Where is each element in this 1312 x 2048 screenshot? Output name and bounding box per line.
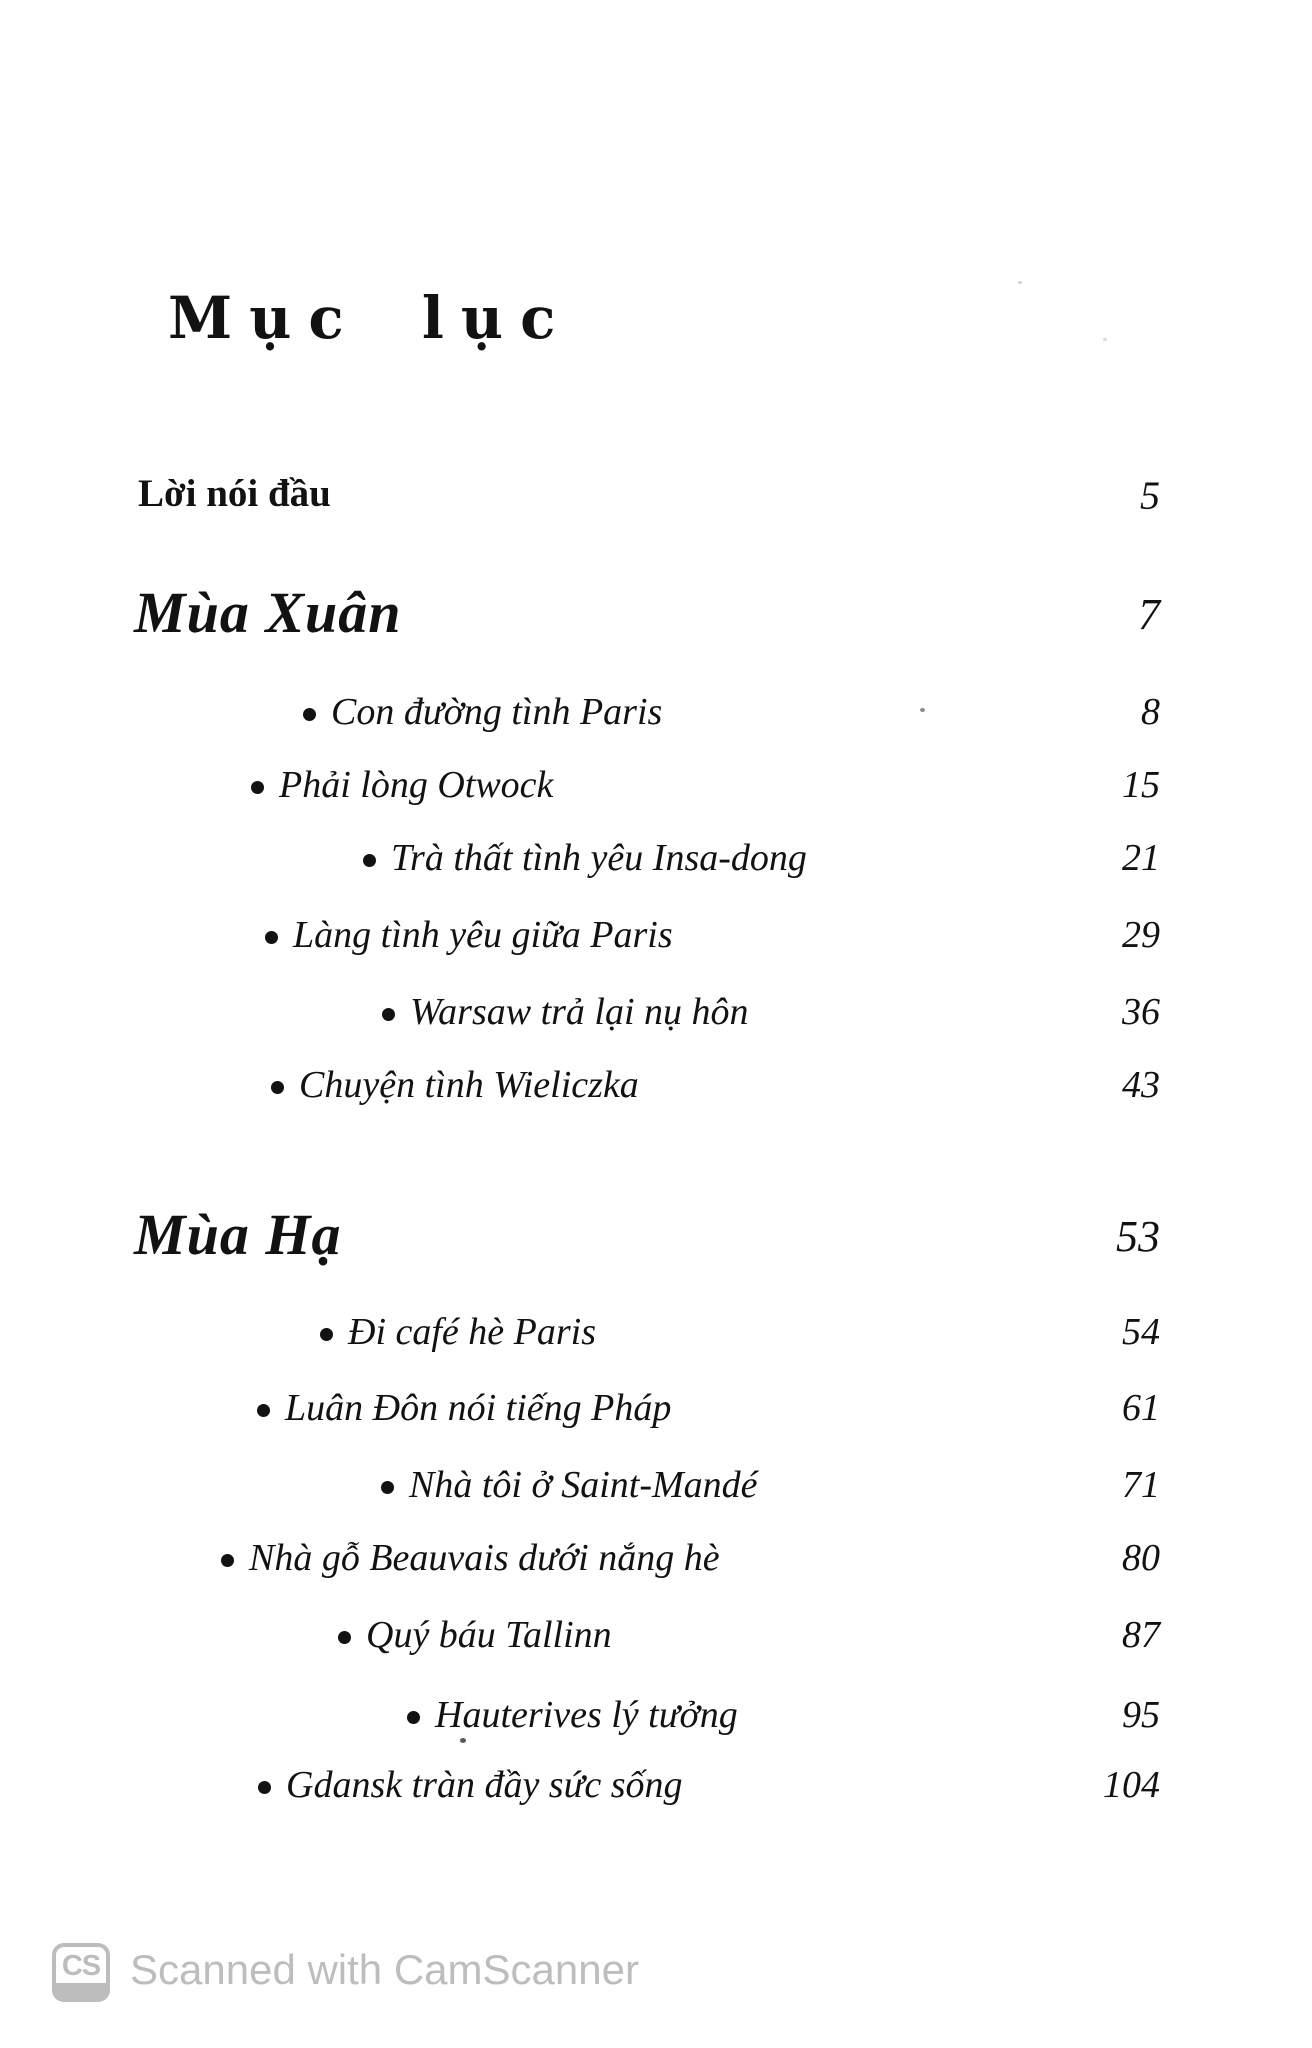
toc-item-label: Trà thất tình yêu Insa-dong (391, 837, 807, 879)
toc-item-row (0, 763, 1312, 817)
toc-entry (251, 763, 553, 809)
toc-item-page-number: 87 (1122, 1614, 1160, 1656)
toc-item-label: Làng tình yêu giữa Paris (293, 914, 673, 956)
toc-item-row (0, 836, 1312, 890)
bullet-icon (320, 1328, 333, 1341)
camscanner-icon-label: CS (61, 1950, 101, 1982)
toc-item-label: Luân Đôn nói tiếng Pháp (285, 1387, 672, 1429)
bullet-icon (363, 854, 376, 867)
toc-item-label: Gdansk tràn đầy sức sống (286, 1764, 683, 1806)
bullet-icon (381, 1481, 394, 1494)
toc-item-page-number: 95 (1122, 1694, 1160, 1736)
scan-speck (920, 708, 925, 712)
toc-front-matter-row (0, 472, 1312, 526)
toc-entry (381, 1463, 758, 1509)
toc-item-label: Phải lòng Otwock (279, 764, 554, 806)
toc-item-row (0, 690, 1312, 744)
toc-entry (221, 1536, 720, 1582)
bullet-icon (382, 1008, 395, 1021)
bullet-icon (303, 708, 316, 721)
toc-item-row (0, 990, 1312, 1044)
toc-entry (363, 836, 807, 882)
toc-item-page-number: 29 (1122, 914, 1160, 956)
front-matter-page-number: 5 (1140, 473, 1160, 518)
scan-speck (1103, 338, 1107, 341)
toc-item-page-number: 15 (1122, 764, 1160, 806)
toc-item-row (0, 1463, 1312, 1517)
toc-item-page-number: 71 (1122, 1464, 1160, 1506)
scan-speck (460, 1738, 466, 1743)
bullet-icon (257, 1404, 270, 1417)
section-page-number: 7 (1138, 590, 1160, 639)
toc-entry (258, 1763, 682, 1809)
section-title: Mùa Hạ (134, 1202, 342, 1267)
toc-entry (320, 1310, 596, 1356)
toc-entry (271, 1063, 639, 1109)
bullet-icon (338, 1631, 351, 1644)
camscanner-watermark-text: Scanned with CamScanner (130, 1946, 639, 1993)
toc-item-row (0, 1613, 1312, 1667)
toc-item-label: Con đường tình Paris (331, 691, 663, 733)
toc-entry (257, 1386, 671, 1432)
bullet-icon (221, 1554, 234, 1567)
bullet-icon (407, 1711, 420, 1724)
camscanner-watermark (52, 1943, 639, 2002)
toc-section-row-summer (0, 1202, 1312, 1278)
toc-item-row (0, 1693, 1312, 1747)
toc-item-row (0, 1063, 1312, 1117)
bullet-icon (258, 1781, 271, 1794)
toc-item-row (0, 1310, 1312, 1364)
toc-entry (303, 690, 662, 736)
toc-item-page-number: 61 (1122, 1387, 1160, 1429)
toc-item-page-number: 36 (1122, 991, 1160, 1033)
toc-item-page-number: 104 (1103, 1764, 1160, 1806)
toc-section-row-spring (0, 580, 1312, 656)
toc-item-label: Đi café hè Paris (348, 1311, 597, 1353)
bullet-icon (271, 1081, 284, 1094)
toc-entry (382, 990, 749, 1036)
section-page-number: 53 (1116, 1212, 1160, 1261)
toc-item-label: Nhà gỗ Beauvais dưới nắng hè (249, 1537, 720, 1579)
toc-item-page-number: 43 (1122, 1064, 1160, 1106)
toc-item-page-number: 21 (1122, 837, 1160, 879)
page-title: Mục lục (168, 284, 573, 352)
bullet-icon (265, 931, 278, 944)
toc-entry (407, 1693, 738, 1739)
toc-item-label: Hauterives lý tưởng (435, 1694, 738, 1736)
toc-item-row (0, 1536, 1312, 1590)
camscanner-icon-bar (56, 1983, 106, 1998)
toc-entry (265, 913, 673, 959)
toc-item-page-number: 8 (1141, 691, 1160, 733)
toc-item-page-number: 80 (1122, 1537, 1160, 1579)
toc-item-row (0, 1763, 1312, 1817)
toc-entry (338, 1613, 612, 1659)
toc-item-label: Warsaw trả lại nụ hôn (410, 991, 749, 1033)
front-matter-label: Lời nói đầu (138, 472, 331, 515)
toc-item-label: Chuyện tình Wieliczka (299, 1064, 639, 1106)
toc-item-page-number: 54 (1122, 1311, 1160, 1353)
section-title: Mùa Xuân (134, 580, 402, 645)
toc-item-label: Quý báu Tallinn (366, 1614, 612, 1656)
bullet-icon (251, 781, 264, 794)
toc-item-label: Nhà tôi ở Saint-Mandé (409, 1464, 758, 1506)
toc-item-row (0, 913, 1312, 967)
camscanner-icon (52, 1943, 110, 2002)
scan-speck (1018, 281, 1022, 284)
toc-item-row (0, 1386, 1312, 1440)
